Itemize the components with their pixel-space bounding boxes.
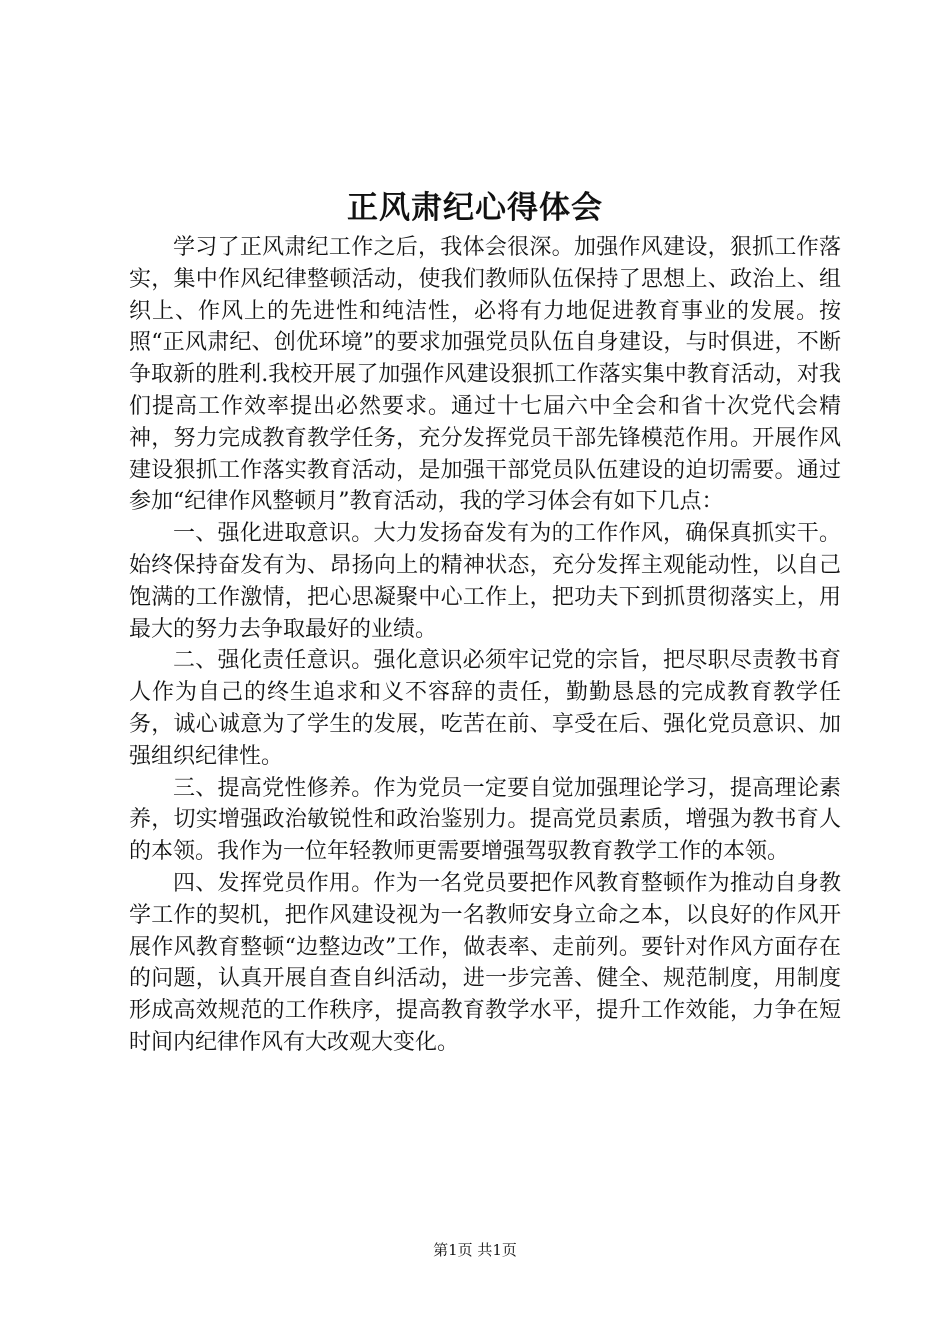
document-title: 正风肃纪心得体会 [347, 190, 603, 226]
paragraph-point-3: 三、提高党性修养。作为党员一定要自觉加强理论学习，提高理论素养，切实增强政治敏锐性和政治鉴别力。提高党员素质，增强为教书育人的本领。我作为一位年轻教师更需要增强驾驭教育教学工作的本领。 [129, 775, 841, 865]
paragraph-point-2: 二、强化责任意识。强化意识必须牢记党的宗旨，把尽职尽责教书育人作为自己的终生追求和义不容辞的责任，勤勤恳恳的完成教育教学任务，诚心诚意为了学生的发展，吃苦在前、享受在后、强化党员意识、加强组织纪律性。 [129, 648, 841, 769]
paragraph-intro: 学习了正风肃纪工作之后，我体会很深。加强作风建设，狠抓工作落实，集中作风纪律整顿活动，使我们教师队伍保持了思想上、政治上、组织上、作风上的先进性和纯洁性，必将有力地促进教育事业的发展。按照“正风肃纪、创优环境”的要求加强党员队伍自身建设，与时俱进，不断争取新的胜利.我校开展了加强作风建设狠抓工作落实集中教育活动，对我们提高工作效率提出必然要求。通过十七届六中全会和省十次党代会精神，努力完成教育教学任务，充分发挥党员干部先锋模范作用。开展作风建设狠抓工作落实教育活动，是加强干部党员队伍建设的迫切需要。通过参加“纪律作风整顿月”教育活动，我的学习体会有如下几点： [129, 235, 841, 515]
paragraph-point-1: 一、强化进取意识。大力发扬奋发有为的工作作风，确保真抓实干。始终保持奋发有为、昂扬向上的精神状态，充分发挥主观能动性，以自己饱满的工作激情，把心思凝聚中心工作上，把功夫下到抓贯彻落实上，用最大的努力去争取最好的业绩。 [129, 521, 841, 642]
document-body [129, 232, 841, 1059]
page-number-footer: 第1页 共1页 [433, 1241, 517, 1259]
paragraph-point-4: 四、发挥党员作用。作为一名党员要把作风教育整顿作为推动自身教学工作的契机，把作风建设视为一名教师安身立命之本，以良好的作风开展作风教育整顿“边整边改”工作，做表率、走前列。要针对作风方面存在的问题，认真开展自查自纠活动，进一步完善、健全、规范制度，用制度形成高效规范的工作秩序，提高教育教学水平，提升工作效能，力争在短时间内纪律作风有大改观大变化。 [129, 870, 841, 1055]
